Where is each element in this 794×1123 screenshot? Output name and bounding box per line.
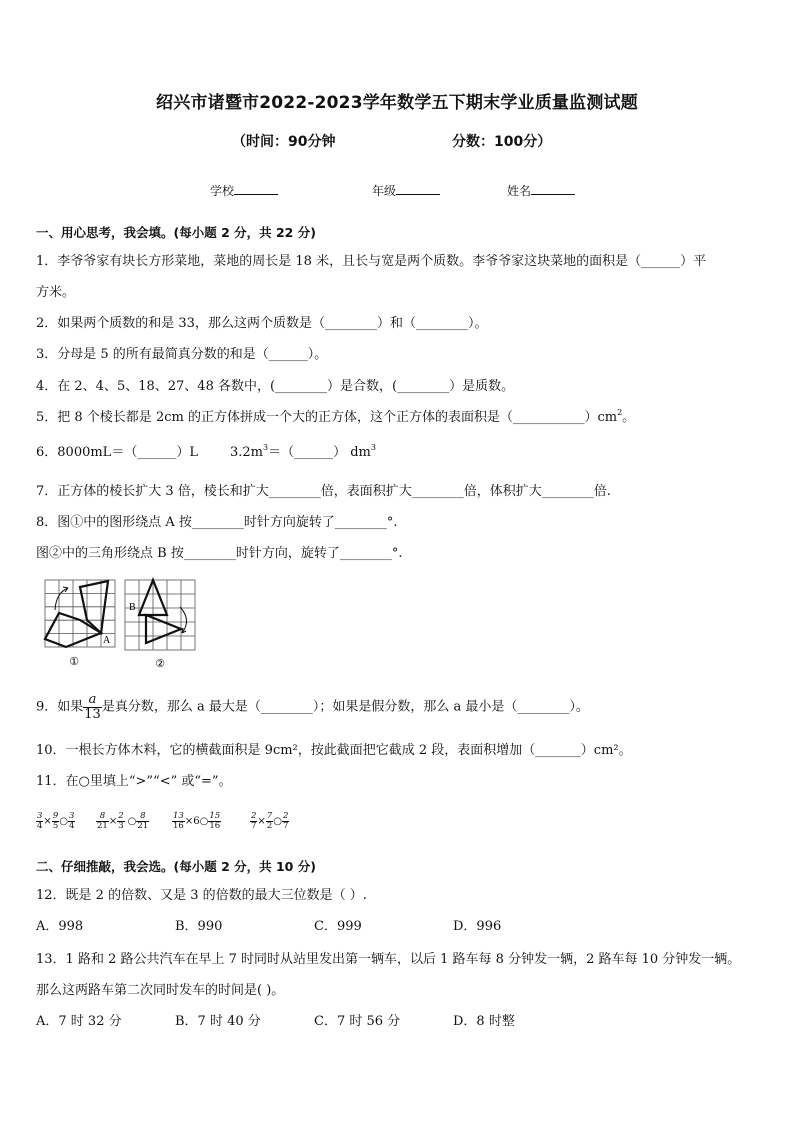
question-13-option-b[interactable]: B．7 时 40 分 xyxy=(175,1014,261,1029)
exam-score: 分数：100分） xyxy=(452,134,552,150)
fraction: $\frac{3}{4}$ xyxy=(37,811,43,831)
compare-circle[interactable]: ○ xyxy=(273,815,282,827)
question-13-option-d[interactable]: D．8 时整 xyxy=(453,1014,515,1029)
fraction: $\frac{2}{3}$ xyxy=(118,811,124,831)
name-field xyxy=(507,182,575,199)
figure-1-shape xyxy=(45,581,108,647)
point-b-label: B xyxy=(129,602,136,613)
fraction: $\frac{8}{21}$ xyxy=(137,811,149,831)
school-blank xyxy=(234,182,278,195)
comparison-expression-1: $\frac{3}{4}$ × $\frac{9}{5}$ ○ $\frac{3}{4}$ xyxy=(37,811,75,831)
question-13-line1: 13．1 路和 2 路公共汽车在早上 7 时同时从站里发出第一辆车，以后 1 路车每 8 分钟发一辆，2 路车每 10 分钟发一辆。 xyxy=(36,952,741,967)
question-12-option-b[interactable]: B．990 xyxy=(175,919,223,934)
compare-circle[interactable]: ○ xyxy=(127,815,137,827)
fraction: $\frac{8}{21}$ xyxy=(97,811,108,831)
question-5-text: 5．把 8 个棱长都是 2cm 的正方体拼成一个大的正方体，这个正方体的表面积是（___________）cm xyxy=(36,410,618,425)
figure-2-triangles xyxy=(139,580,181,643)
question-12-option-a[interactable]: A．998 xyxy=(36,919,84,934)
question-6-exponent-2: 3 xyxy=(370,443,376,452)
question-6 xyxy=(36,441,376,460)
fraction-denominator: 13 xyxy=(84,706,101,722)
grade-blank xyxy=(396,182,440,195)
question-1-line2: 方米。 xyxy=(36,285,76,300)
question-4: 4．在 2、4、5、18、27、48 各数中，(________）是合数，(________）是质数。 xyxy=(36,379,515,394)
name-label: 姓名 xyxy=(507,184,532,198)
question-1-line1: 1．李爷爷家有块长方形菜地，菜地的周长是 18 米，且长与宽是两个质数。李爷爷家这块菜地的面积是（______）平 xyxy=(36,254,707,269)
question-13-line2: 那么这两路车第二次同时发车的时间是( )。 xyxy=(36,983,285,998)
school-label: 学校 xyxy=(210,184,235,198)
comparison-expression-3: $\frac{13}{16}$ ×6○ $\frac{15}{16}$ xyxy=(173,811,221,831)
point-a-label: A xyxy=(103,635,111,646)
fraction: $\frac{15}{16}$ xyxy=(209,811,221,831)
compare-circle[interactable]: ○ xyxy=(59,815,68,827)
question-7: 7．正方体的棱长扩大 3 倍，棱长和扩大________倍，表面积扩大________倍，体积扩大________倍. xyxy=(36,484,611,499)
exam-time: （时间：90分钟 xyxy=(232,134,336,150)
name-blank xyxy=(531,182,575,195)
comparison-expression-2: $\frac{8}{21}$ × $\frac{2}{3}$ ○ $\frac{8}{21}$ xyxy=(97,811,149,831)
fraction-numerator: a xyxy=(83,693,102,708)
fraction: $\frac{3}{4}$ xyxy=(68,811,75,831)
grade-label: 年级 xyxy=(372,184,397,198)
section-one-heading: 一、用心思考，我会填。(每小题 2 分，共 22 分) xyxy=(36,225,316,240)
rotation-figures xyxy=(40,575,210,675)
compare-circle[interactable]: ○ xyxy=(199,815,209,827)
grade-field xyxy=(372,182,440,199)
question-13-option-c[interactable]: C．7 时 56 分 xyxy=(314,1014,401,1029)
page-title: 绍兴市诸暨市2022-2023学年数学五下期末学业质量监测试题 xyxy=(156,93,638,113)
question-12-option-c[interactable]: C．999 xyxy=(314,919,362,934)
question-10: 10．一根长方体木料，它的横截面积是 9cm²，按此截面把它截成 2 段，表面积增加（_______）cm²。 xyxy=(36,743,632,758)
figure-1-label: ① xyxy=(69,655,79,668)
fraction: $\frac{7}{2}$ xyxy=(266,811,273,831)
question-12-option-d[interactable]: D．996 xyxy=(453,919,502,934)
fraction: $\frac{9}{5}$ xyxy=(52,811,59,831)
question-9 xyxy=(36,693,589,721)
question-8-line2: 图②中的三角形绕点 B 按________时针方向，旋转了________°. xyxy=(36,546,403,561)
question-6-part1: 6．8000mL＝（______）L xyxy=(36,445,198,460)
question-2: 2．如果两个质数的和是 33，那么这两个质数是（________）和（________）。 xyxy=(36,316,488,331)
figure-2-label: ② xyxy=(155,657,165,670)
section-two-heading: 二、仔细推敲，我会选。(每小题 2 分，共 10 分) xyxy=(36,859,316,874)
school-field xyxy=(210,182,278,199)
question-5-exponent: 2 xyxy=(617,408,623,417)
question-8-line1: 8．图①中的图形绕点 A 按________时针方向旋转了________°. xyxy=(36,515,398,530)
question-9-prefix: 9．如果 xyxy=(36,699,84,715)
question-6-part3: ＝（______） dm xyxy=(268,445,371,460)
fraction: $\frac{13}{16}$ xyxy=(173,811,184,831)
question-12: 12．既是 2 的倍数、又是 3 的倍数的最大三位数是（ ）. xyxy=(36,888,367,903)
question-6-part2: 3.2m xyxy=(229,445,263,460)
fraction: $\frac{2}{7}$ xyxy=(251,811,257,831)
question-9-rest: 是真分数，那么 a 最大是（________）；如果是假分数，那么 a 最小是（________）。 xyxy=(101,699,589,715)
question-3: 3．分母是 5 的所有最简真分数的和是（______）。 xyxy=(36,347,328,362)
question-11: 11．在○里填上“>”“<” 或“=”。 xyxy=(36,774,232,789)
question-9-fraction xyxy=(83,693,102,721)
comparison-expression-4: $\frac{2}{7}$ × $\frac{7}{2}$ ○ $\frac{2}{7}$ xyxy=(251,811,289,831)
question-6-exponent: 3 xyxy=(262,443,269,452)
question-5-end: 。 xyxy=(622,410,636,425)
fraction: $\frac{2}{7}$ xyxy=(282,811,289,831)
question-5 xyxy=(36,406,635,425)
question-13-option-a[interactable]: A．7 时 32 分 xyxy=(36,1014,122,1029)
